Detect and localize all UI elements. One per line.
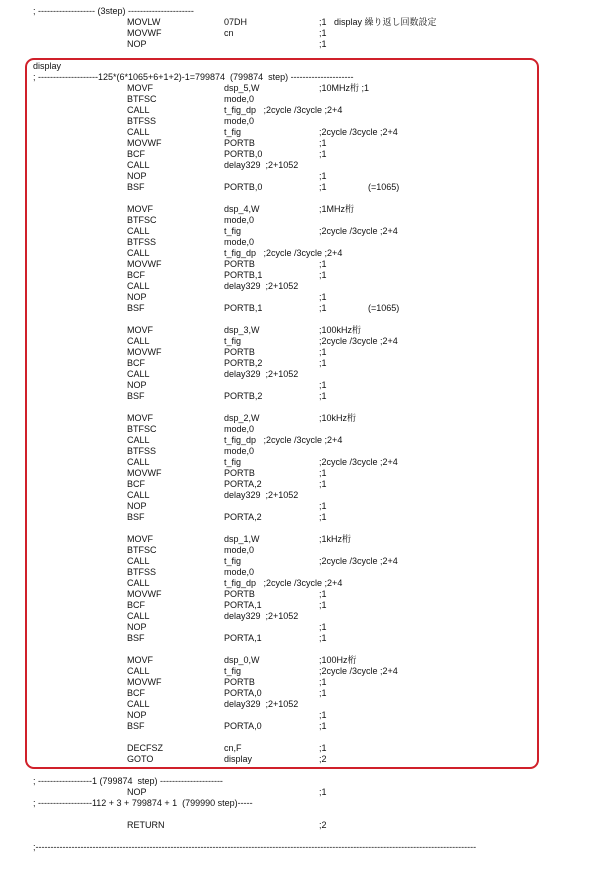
operand: dsp_0,W xyxy=(224,655,260,665)
line-comment: ;1 xyxy=(319,292,327,302)
operand: dsp_5,W xyxy=(224,83,260,93)
opcode: MOVF xyxy=(127,325,153,335)
operand: PORTB xyxy=(224,589,255,599)
operand: dsp_1,W xyxy=(224,534,260,544)
opcode: MOVF xyxy=(127,83,153,93)
opcode: CALL xyxy=(127,556,150,566)
line-comment: ;1 xyxy=(319,468,327,478)
opcode: BCF xyxy=(127,688,145,698)
separator-text: ; ------------------1 (799874 step) --------------------- xyxy=(33,776,223,786)
line-comment: ;2cycle /3cycle ;2+4 xyxy=(319,666,398,676)
opcode: BSF xyxy=(127,391,145,401)
operand: PORTB xyxy=(224,347,255,357)
line-comment: ;10MHz桁 ;1 xyxy=(319,83,370,93)
opcode: BSF xyxy=(127,182,145,192)
operand: PORTB,2 xyxy=(224,358,263,368)
opcode: MOVWF xyxy=(127,259,162,269)
line-comment: ;1 xyxy=(319,391,327,401)
opcode: CALL xyxy=(127,160,150,170)
operand: dsp_4,W xyxy=(224,204,260,214)
operand: delay329 ;2+1052 xyxy=(224,611,299,621)
operand: cn,F xyxy=(224,743,242,753)
line-comment: ;1 xyxy=(319,512,327,522)
line-comment: ;1 xyxy=(319,479,327,489)
line-comment: ;100Hz桁 xyxy=(319,655,357,665)
opcode: CALL xyxy=(127,666,150,676)
line-comment: ;1 xyxy=(319,138,327,148)
operand: mode,0 xyxy=(224,237,255,247)
line-comment: ;1 xyxy=(319,622,327,632)
opcode: CALL xyxy=(127,699,150,709)
separator-text: ; ------------------- (3step) ---------------------- xyxy=(33,6,194,16)
opcode: BTFSC xyxy=(127,215,157,225)
line-comment: ;1 xyxy=(319,743,327,753)
line-comment: ;1 xyxy=(319,303,327,313)
line-comment: ;2cycle /3cycle ;2+4 xyxy=(319,457,398,467)
operand: delay329 ;2+1052 xyxy=(224,160,299,170)
opcode: CALL xyxy=(127,369,150,379)
cycle-note: (=1065) xyxy=(368,182,400,192)
operand: t_fig xyxy=(224,556,242,566)
operand: delay329 ;2+1052 xyxy=(224,281,299,291)
operand: mode,0 xyxy=(224,424,255,434)
operand: t_fig_dp ;2cycle /3cycle ;2+4 xyxy=(224,578,343,588)
line-comment: ;1 xyxy=(319,633,327,643)
opcode: BTFSC xyxy=(127,94,157,104)
line-comment: ;1 xyxy=(319,501,327,511)
opcode: CALL xyxy=(127,248,150,258)
operand: PORTA,1 xyxy=(224,633,262,643)
operand: t_fig xyxy=(224,666,242,676)
operand: t_fig_dp ;2cycle /3cycle ;2+4 xyxy=(224,435,343,445)
opcode: BTFSS xyxy=(127,567,157,577)
opcode: MOVLW xyxy=(127,17,161,27)
operand: PORTB xyxy=(224,259,255,269)
operand: PORTB,1 xyxy=(224,303,263,313)
operand: t_fig xyxy=(224,127,242,137)
operand: PORTB,1 xyxy=(224,270,263,280)
opcode: CALL xyxy=(127,226,150,236)
operand: t_fig xyxy=(224,336,242,346)
operand: delay329 ;2+1052 xyxy=(224,369,299,379)
opcode: BTFSC xyxy=(127,545,157,555)
operand: PORTB xyxy=(224,677,255,687)
line-comment: ;1 xyxy=(319,787,327,797)
line-comment: ;2cycle /3cycle ;2+4 xyxy=(319,226,398,236)
separator-text: ;--------------------------------------------------------------------------------------------------------------------------------------------------- xyxy=(33,842,477,852)
line-comment: ;1 xyxy=(319,600,327,610)
operand: display xyxy=(224,754,253,764)
line-comment: ;1 xyxy=(319,677,327,687)
operand: PORTB,0 xyxy=(224,182,263,192)
operand: mode,0 xyxy=(224,116,255,126)
operand: delay329 ;2+1052 xyxy=(224,490,299,500)
operand: mode,0 xyxy=(224,567,255,577)
line-comment: ;2 xyxy=(319,820,327,830)
operand: PORTA,2 xyxy=(224,512,262,522)
line-comment: ;1 xyxy=(319,358,327,368)
opcode: BTFSS xyxy=(127,116,157,126)
operand: 07DH xyxy=(224,17,248,27)
cycle-note: (=1065) xyxy=(368,303,400,313)
operand: mode,0 xyxy=(224,446,255,456)
operand: mode,0 xyxy=(224,215,255,225)
line-comment: ;1 xyxy=(319,39,327,49)
opcode: NOP xyxy=(127,292,147,302)
opcode: CALL xyxy=(127,435,150,445)
line-comment: ;1 xyxy=(319,270,327,280)
opcode: BCF xyxy=(127,149,145,159)
opcode: CALL xyxy=(127,127,150,137)
opcode: CALL xyxy=(127,457,150,467)
operand: t_fig xyxy=(224,226,242,236)
opcode: NOP xyxy=(127,622,147,632)
opcode: CALL xyxy=(127,490,150,500)
line-comment: ;1 xyxy=(319,347,327,357)
opcode: MOVWF xyxy=(127,28,162,38)
line-comment: ;100kHz桁 xyxy=(319,325,362,335)
line-comment: ;1 xyxy=(319,688,327,698)
opcode: CALL xyxy=(127,578,150,588)
opcode: BCF xyxy=(127,479,145,489)
opcode: MOVF xyxy=(127,655,153,665)
operand: dsp_2,W xyxy=(224,413,260,423)
opcode: BCF xyxy=(127,358,145,368)
opcode: NOP xyxy=(127,787,147,797)
opcode: MOVWF xyxy=(127,468,162,478)
opcode: NOP xyxy=(127,39,147,49)
opcode: BSF xyxy=(127,633,145,643)
opcode: CALL xyxy=(127,611,150,621)
line-comment: ;1 xyxy=(319,259,327,269)
opcode: MOVF xyxy=(127,204,153,214)
opcode: GOTO xyxy=(127,754,154,764)
opcode: BSF xyxy=(127,512,145,522)
line-comment: ;1MHz桁 xyxy=(319,204,355,214)
opcode: CALL xyxy=(127,281,150,291)
routine-label: display xyxy=(33,61,62,71)
line-comment: ;2cycle /3cycle ;2+4 xyxy=(319,556,398,566)
line-comment: ;1 xyxy=(319,171,327,181)
opcode: NOP xyxy=(127,501,147,511)
line-comment: ;2cycle /3cycle ;2+4 xyxy=(319,127,398,137)
line-comment: ;1 xyxy=(319,28,327,38)
opcode: BSF xyxy=(127,303,145,313)
operand: delay329 ;2+1052 xyxy=(224,699,299,709)
operand: t_fig_dp ;2cycle /3cycle ;2+4 xyxy=(224,248,343,258)
line-comment: ;10kHz桁 xyxy=(319,413,357,423)
line-comment: ;1 xyxy=(319,710,327,720)
line-comment: ;1 xyxy=(319,589,327,599)
operand: mode,0 xyxy=(224,545,255,555)
opcode: RETURN xyxy=(127,820,165,830)
operand: PORTA,0 xyxy=(224,721,262,731)
opcode: BTFSS xyxy=(127,446,157,456)
opcode: NOP xyxy=(127,380,147,390)
line-comment: ;2 xyxy=(319,754,327,764)
opcode: BTFSS xyxy=(127,237,157,247)
opcode: BTFSC xyxy=(127,424,157,434)
opcode: BCF xyxy=(127,600,145,610)
separator-text: ; ------------------112 + 3 + 799874 + 1 (799990 step)----- xyxy=(33,798,253,808)
operand: cn xyxy=(224,28,234,38)
opcode: CALL xyxy=(127,105,150,115)
opcode: MOVWF xyxy=(127,589,162,599)
opcode: BCF xyxy=(127,270,145,280)
opcode: MOVWF xyxy=(127,677,162,687)
operand: PORTB xyxy=(224,468,255,478)
line-comment: ;1 xyxy=(319,380,327,390)
operand: PORTA,2 xyxy=(224,479,262,489)
operand: PORTA,0 xyxy=(224,688,262,698)
operand: t_fig_dp ;2cycle /3cycle ;2+4 xyxy=(224,105,343,115)
opcode: MOVWF xyxy=(127,347,162,357)
operand: PORTB,2 xyxy=(224,391,263,401)
line-comment: ;1 display 繰り返し回数設定 xyxy=(319,17,437,27)
line-comment: ;1 xyxy=(319,182,327,192)
line-comment: ;2cycle /3cycle ;2+4 xyxy=(319,336,398,346)
separator-text: ; --------------------125*(6*1065+6+1+2)-1=799874 (799874 step) --------------------- xyxy=(33,72,354,82)
opcode: NOP xyxy=(127,710,147,720)
opcode: DECFSZ xyxy=(127,743,163,753)
line-comment: ;1 xyxy=(319,721,327,731)
opcode: BSF xyxy=(127,721,145,731)
operand: t_fig xyxy=(224,457,242,467)
operand: dsp_3,W xyxy=(224,325,260,335)
opcode: MOVF xyxy=(127,413,153,423)
operand: PORTB xyxy=(224,138,255,148)
line-comment: ;1kHz桁 xyxy=(319,534,352,544)
opcode: MOVF xyxy=(127,534,153,544)
opcode: NOP xyxy=(127,171,147,181)
operand: PORTA,1 xyxy=(224,600,262,610)
opcode: CALL xyxy=(127,336,150,346)
operand: mode,0 xyxy=(224,94,255,104)
opcode: MOVWF xyxy=(127,138,162,148)
line-comment: ;1 xyxy=(319,149,327,159)
operand: PORTB,0 xyxy=(224,149,263,159)
